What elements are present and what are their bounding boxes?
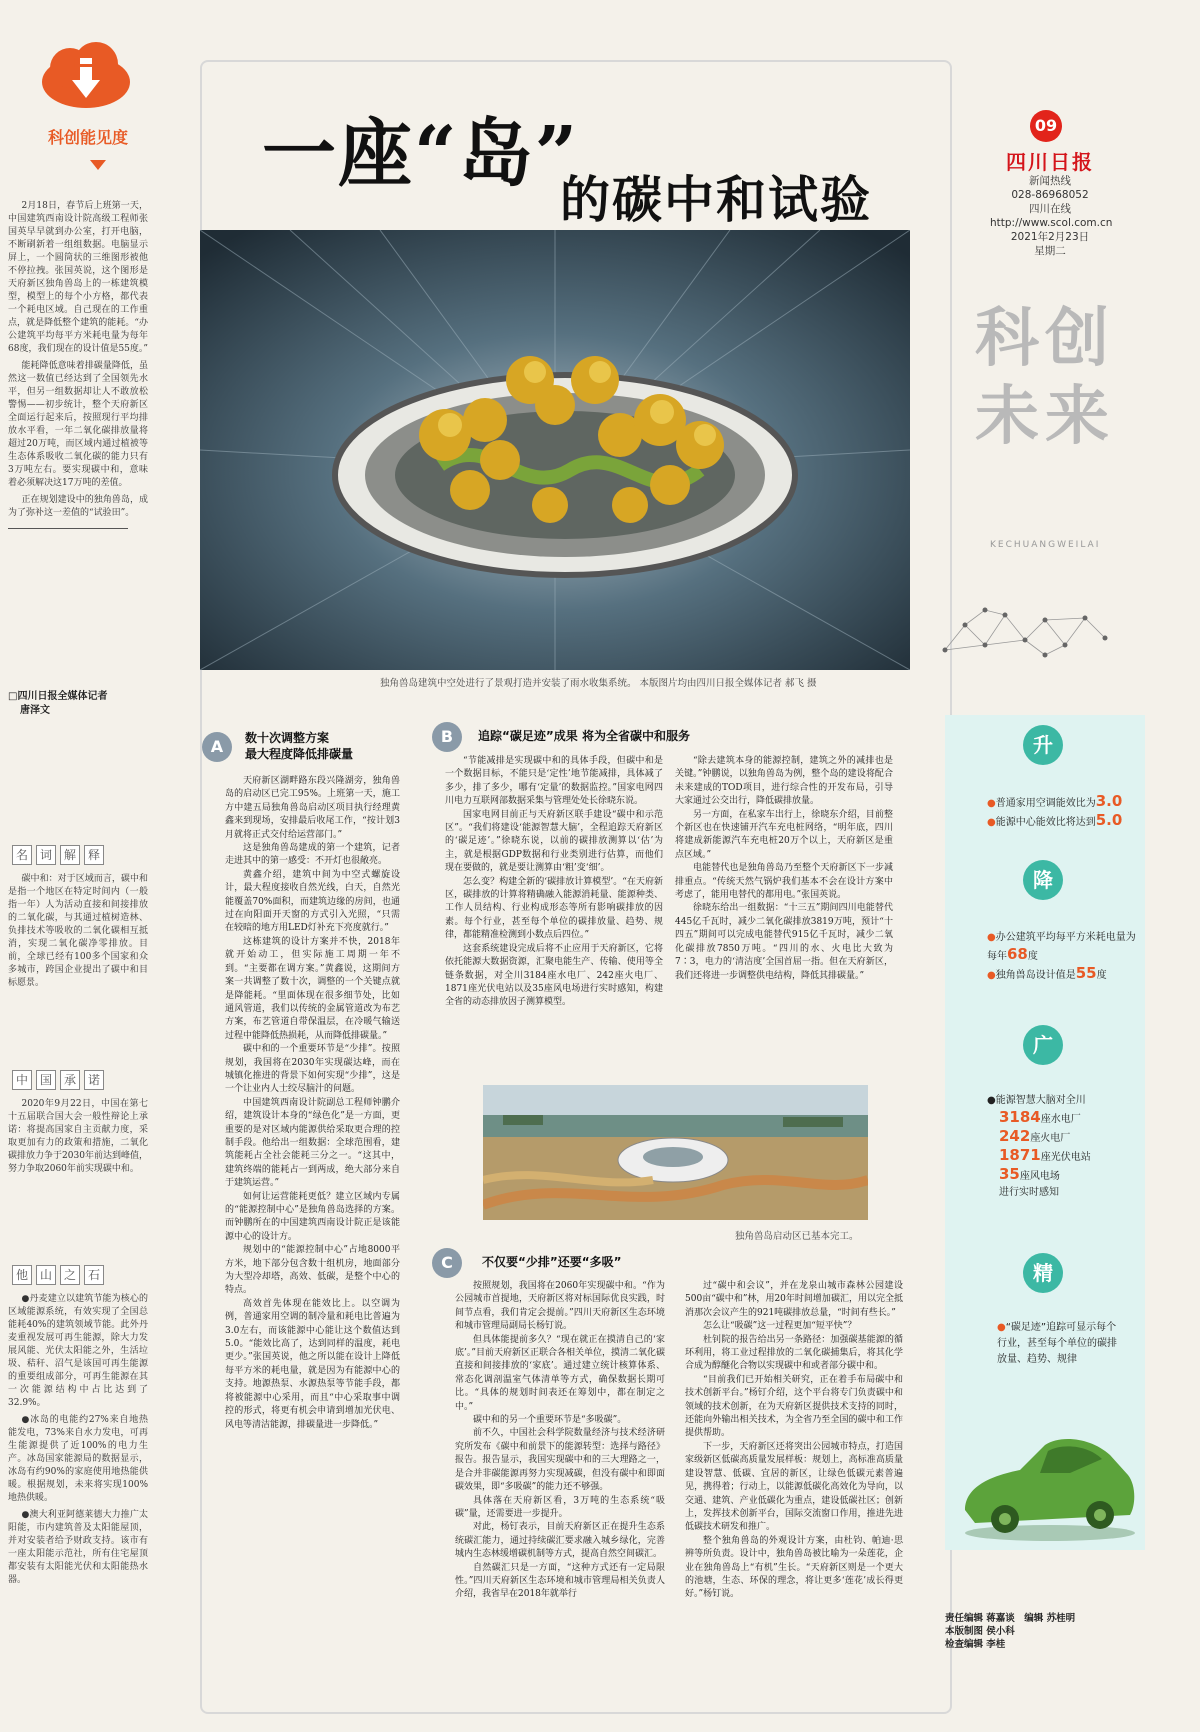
- stat-intro: ●能源智慧大脑对全川: [987, 1095, 1086, 1106]
- body-paragraph: “除去建筑本身的能源控制，建筑之外的减排也是关键。”钟鹏说，以独角兽岛为例，整个岛的建设将配合未来建成的TOD项目，进行综合性的开发布局，引导大家通过公交出行，降低碳排放量。: [675, 756, 893, 807]
- section-b-col1: [445, 755, 663, 1075]
- stat-unit: 座光伏电站: [1040, 1152, 1091, 1163]
- masthead: [990, 150, 1113, 258]
- stat-item: ●独角兽岛设计值是55度: [987, 964, 1107, 982]
- other-stones-item: ●冰岛的电能约27%来自地热能发电，73%来自水力发电，可再生能源提供了近100%的电力生产。冰岛国家能源局的数据显示，冰岛有约90%的家庭使用地热能供暖。根据规划，未来将实现100%地热供暖。: [8, 1415, 148, 1503]
- glossary-text: 碳中和：对于区域而言，碳中和是指一个地区在特定时间内（一般指一年）人为活动直接和间接排放的二氧化碳，与其通过植树造林、负排技术等吸收的二氧化碳相互抵消，实现二氧化碳净零排放。目前，全球已经有100多个国家和众多城市，跨国企业提出了碳中和目标愿景。: [8, 874, 148, 988]
- stat-unit: 度: [1096, 970, 1107, 981]
- stat-unit: 座火电厂: [1030, 1133, 1071, 1144]
- other-stones-box: [8, 1255, 148, 1591]
- stat-label: 普通家用空调能效比为: [995, 798, 1096, 809]
- stat-value: 3184: [999, 1108, 1041, 1126]
- stat-unit: 度: [1027, 951, 1038, 962]
- body-paragraph: 怎么变？构建全新的‘碳排放计算模型’。“在天府新区，碳排放的计算将精确融入能源消耗量、能源种类、工作人员结构、行业构成形态等所有影响碳排放的因素。每个行业，甚至每个单位的碳排放量、趋势、规律，都能精准检测到小数点后四位。”: [445, 876, 663, 941]
- fall-badge: 降: [1023, 860, 1063, 900]
- editor-credits: [945, 1612, 1075, 1651]
- section-a-title: [245, 730, 353, 762]
- hotline-number: 028-86968052: [1011, 189, 1089, 201]
- other-stones-item: ●丹麦建立以建筑节能为核心的区域能源系统，有效实现了全国总能耗40%的建筑领域节能。此外丹麦重视发展可再生能源，除大力发展风能、光伏太阳能之外，生活垃圾、秸秆、沼气是该国可再生能源的重要组成部分，可再生能源在其一次能源结构中占比达到了32.9%。: [8, 1294, 148, 1408]
- credit-line: 本版制图 侯小科: [945, 1626, 1015, 1637]
- photo-caption: 独角兽岛建筑中空处进行了景观打造并安装了雨水收集系统。 本版图片均由四川日报全媒体记者 郝飞 摄: [380, 678, 817, 689]
- body-paragraph: 怎么让“吸碳”这一过程更加“短平快”？: [703, 1321, 857, 1332]
- online-label: 四川在线: [1029, 203, 1071, 215]
- heading-char: 诺: [84, 1070, 104, 1090]
- site-photo-caption: 独角兽岛启动区已基本完工。: [735, 1231, 859, 1242]
- body-paragraph: 具体落在天府新区看，3万吨的生态系统“吸碳”量，还需要进一步提升。: [455, 1495, 665, 1519]
- section-b-col2: [675, 755, 893, 1075]
- heading-char: 名: [12, 845, 32, 865]
- stats-sidebar: [945, 715, 1145, 1550]
- body-paragraph: 这栋建筑的设计方案并不快，2018年就开始动工，但实际施工周期一年不到。“主要都在调方案。”黄鑫说，这期间方案一共调整了数十次，调整的一个关键点就是降能耗。“里面体现在很多细节处，比如通风管道，我们以传统的金属管道改为布艺方案，布艺管道自带保温层，在冷暖气输送过程中能降低热损耗，从而降低排碳量。”: [225, 936, 400, 1041]
- heading-char: 之: [60, 1265, 80, 1285]
- reporter-label: □四川日报全媒体记者: [8, 691, 108, 702]
- stat-item: ●普通家用空调能效比为3.0: [987, 792, 1123, 810]
- other-stones-item: ●澳大利亚阿德莱德大力推广太阳能，市内建筑普及太阳能屋顶，并对安装者给予财政支持。该市有一座太阳能示范社，所有住宅屋顶都安装有太阳能光伏和太阳能热水器。: [8, 1510, 148, 1585]
- precise-text: ●“碳足迹”追踪可显示每个行业，甚至每个单位的碳排放量、趋势、规律: [997, 1322, 1117, 1365]
- network-graph-icon: [940, 600, 1110, 665]
- paper-name: 四川日报: [1006, 150, 1094, 174]
- body-paragraph: 这是独角兽岛建成的第一个建筑，记者走进其中的第一感受：不开灯也很敞亮。: [225, 843, 400, 867]
- issue-weekday: 星期二: [1034, 245, 1066, 257]
- glossary-heading: [12, 845, 148, 865]
- section-b-badge: B: [432, 722, 462, 752]
- column-title-cn: 科创未来: [975, 302, 1115, 454]
- body-paragraph: 但具体能提前多久？“现在就正在摸清自己的‘家底’。”目前天府新区正联合各相关单位，摸清二氧化碳直接和间接排放的‘家底’。通过建立统计核算体系、常态化调剖温室气体清单等方式，确保数据长期可比。“具体的规划时间表还在筹划中，都在制定之中。”: [455, 1334, 665, 1412]
- reporter-name: 唐泽文: [20, 705, 50, 716]
- headline-part1: 一座“岛”: [262, 111, 580, 197]
- cloud-download-icon: [40, 40, 132, 110]
- stat-item: [987, 1109, 1137, 1128]
- body-paragraph: 中国建筑西南设计院副总工程师钟鹏介绍，建筑设计本身的“绿色化”是一方面，更重要的是对区域内能源供给采取更合理的控制手段。他给出一组数据：全球范围看，建筑能耗占全社会能耗三分之一。“这其中，建筑终端的能耗占一到两成，绝大部分来自于建筑运营。”: [225, 1097, 400, 1189]
- lead-paragraph: 能耗降低意味着排碳量降低，虽然这一数值已经达到了全国领先水平，但另一组数据却让人不敢放松警惕——初步统计，整个天府新区全面运行起来后，按照现行平均排放水平看，一年二氧化碳排放量将超过20万吨，而区域内通过植被等生态体系吸收二氧化碳的能力只有3万吨左右。要实现碳中和，意味着必须解决这17万吨的差值。: [8, 361, 148, 488]
- green-car-icon: [950, 1415, 1140, 1545]
- reporter-byline: [8, 690, 107, 718]
- section-a-badge: A: [202, 732, 232, 762]
- hotline-label: 新闻热线: [1029, 175, 1071, 187]
- promise-text: 2020年9月22日，中国在第七十五届联合国大会一般性辩论上承诺：将提高国家自主贡献力度，采取更加有力的政策和措施，二氧化碳排放力争于2030年前达到峰值，努力争取2060年前实现碳中和。: [8, 1099, 148, 1174]
- stat-item: ●能源中心能效比将达到5.0: [987, 811, 1123, 829]
- stat-value: 68: [1007, 945, 1028, 963]
- body-paragraph: 整个独角兽岛的外观设计方案，由杜钧、帕迪·思辨等所负责。设计中，独角兽岛被比喻为一朵莲花，企业在独角兽岛上“有机”生长。“天府新区则是一个更大的池塘，生态、环保的理念，将让更多‘莲花’成长得更好。”杨钉说。: [685, 1535, 903, 1600]
- stat-label: 能源中心能效比将达到: [995, 817, 1096, 828]
- stat-item: [987, 1166, 1137, 1185]
- heading-char: 词: [36, 845, 56, 865]
- promise-heading: [12, 1070, 148, 1090]
- heading-char: 石: [84, 1265, 104, 1285]
- section-b-title: 追踪“碳足迹”成果 将为全省碳中和服务: [478, 729, 690, 743]
- stat-unit: 座风电场: [1019, 1171, 1060, 1182]
- body-paragraph: 黄鑫介绍，建筑中间为中空式螺旋设计，最大程度接收自然光线，白天，自然光能覆盖70%面积，而建筑边缘的房间，也通过在向阳面开天窗的方式引入光照，“只需在较暗的地方用LED灯补充下亮度就行。”: [225, 869, 400, 934]
- stat-value: 1871: [999, 1146, 1041, 1164]
- stat-value: 3.0: [1095, 792, 1123, 810]
- wide-group: [987, 1093, 1137, 1201]
- body-paragraph: 杜钊院的报告给出另一条路径：加强碳基能源的循环利用，将工业过程排放的二氧化碳捕集后，将其化学合成为醇醚化合物以实现碳中和或者部分碳中和。: [685, 1334, 903, 1372]
- body-paragraph: 另一方面，在私家车出行上，徐晓东介绍，目前整个新区也在快速铺开汽车充电桩网络，“明年底，四川将建成新能源汽车充电桩20万个以上，天府新区是重点区域。”: [675, 809, 893, 860]
- website-link[interactable]: http://www.scol.com.cn: [990, 217, 1113, 229]
- body-paragraph: 自然碳汇只是一方面，“这种方式还有一定局限性。”四川天府新区生态环境和城市管理局相关负责人介绍，我省早在2018年就举行: [455, 1562, 665, 1600]
- headline-part2: 的碳中和试验: [560, 171, 872, 229]
- glossary-box: [8, 835, 148, 994]
- stat-value: 5.0: [1095, 811, 1123, 829]
- lead-column: [8, 200, 148, 533]
- body-paragraph: “目前我们已开始相关研究，正在着手布局碳中和技术创新平台。”杨钉介绍，这个平台将专门负责碳中和领域的技术创新，在为天府新区提供技术支持的同时，还能向外输出相关技术，为全省乃至全国的碳中和工作提供帮助。: [685, 1374, 903, 1439]
- section-a-body: [225, 775, 400, 1695]
- body-paragraph: 国家电网目前正与天府新区联手建设“碳中和示范区”。“我们将建设‘能源智慧大脑’，全程追踪天府新区的‘碳足迹’。”徐晓东说，以前的碳排放测算以‘估’为主，就是根据GDP数据和行业类别进行估算，而他们现在要做的，就是要让测算由‘粗’变‘细’。: [445, 809, 663, 874]
- body-paragraph: 电能替代也是独角兽岛乃至整个天府新区下一步减排重点。“传统天然气锅炉我们基本不会在设计方案中考虑了，能用电替代的都用电。”张国英说。: [675, 863, 893, 901]
- stat-label: 独角兽岛设计值是: [995, 970, 1076, 981]
- section-c-col2: [685, 1280, 903, 1695]
- body-paragraph: 徐晓东给出一组数据：“十三五”期间四川电能替代445亿千瓦时，减少二氧化碳排放3819万吨，预计“十四五”期间可以完成电能替代915亿千瓦时，减少二氧化碳排放7850万吨。“四川的水、火电比大致为7∶3，电力的‘清洁度’全国首屈一指。但在天府新区，我们还将进一步调整供电结构，降低其排碳量。”: [675, 903, 893, 981]
- divider: [8, 528, 128, 529]
- stat-label: 办公建筑平均每平方米耗电量为每年: [987, 932, 1136, 962]
- lead-paragraph: 2月18日，春节后上班第一天，中国建筑西南设计院高级工程师张国英早早就到办公室，打开电脑，不断刷新着一组组数据。电脑显示屏上，一个圆筒状的三维图形被他不停拉拽。张国英说，这个图形是天府新区独角兽岛上的一栋建筑模型，模型上的每个小方格，都代表一个耗电区域。自己现在的工作重点，就是降低整个建筑的能耗。“办公建筑平均每平方米耗电量为每年68度，我们现在的设计值是55度。”: [8, 201, 149, 354]
- body-paragraph: 碳中和的一个重要环节是“少排”。按照规划，我国将在2030年实现碳达峰，而在城镇化推进的背景下如何实现“少排”，这是一个让业内人士绞尽脑汁的问题。: [225, 1044, 400, 1095]
- section-a-title-line2: 最大程度降低排碳量: [245, 747, 354, 761]
- issue-date: 2021年2月23日: [1010, 231, 1090, 243]
- precise-badge: 精: [1023, 1253, 1063, 1293]
- heading-char: 国: [36, 1070, 56, 1090]
- body-paragraph: 前不久，中国社会科学院数量经济与技术经济研究所发布《碳中和前景下的能源转型：选择与路径》报告。报告显示，我国实现碳中和的三大理路之一，是合并非碳能源再努力实现减碳，但没有碳中和即面碳效果，即“多吸碳”的能力还不够强。: [455, 1428, 665, 1493]
- promise-box: [8, 1060, 148, 1180]
- heading-char: 他: [12, 1265, 32, 1285]
- section-c-badge: C: [432, 1248, 462, 1278]
- lead-paragraph: 正在规划建设中的独角兽岛，成为了弥补这一差值的“试验田”。: [8, 495, 148, 518]
- page-number-badge: 09: [1030, 110, 1062, 142]
- body-paragraph: 高效首先体现在能效比上。以空调为例，普通家用空调的制冷量和耗电比普遍为3.0左右，而该能源中心能让这个数值达到5.0。“能效比高了，达到同样的温度，耗电更少。”张国英说，他之所以能在设计上降低每平方米的耗电量，就是因为有能源中心的支持。地源热泵、水源热泵等节能手段，都将被能源中心采用，而且“中心采取事中调控的形式，将更有机会申请到增加光伏电、风电等清洁能源，排碳量进一步降低。”: [225, 1298, 400, 1430]
- stat-item: [987, 1147, 1137, 1166]
- column-title-en: KECHUANGWEILAI: [990, 540, 1101, 550]
- body-paragraph: 下一步，天府新区还将突出公园城市特点，打造国家级新区低碳高质量发展样板：规划上，高标准高质量建设智慧、低碳、宜居的新区，让绿色低碳元素普遍见，携得着；行动上，以能源低碳化高效化为导向，以交通、建筑、产业低碳化为重点，建设低碳社区；创新上，发挥技术创新平台，国际交流窗口作用，推进先进低碳技术研发和推广。: [685, 1441, 903, 1533]
- heading-char: 承: [60, 1070, 80, 1090]
- stat-unit: 座水电厂: [1040, 1114, 1081, 1125]
- triangle-marker-icon: [90, 160, 106, 170]
- other-stones-heading: [12, 1265, 148, 1285]
- heading-char: 释: [84, 845, 104, 865]
- rise-badge: 升: [1023, 725, 1063, 765]
- section-c-title: 不仅要“少排”还要“多吸”: [482, 1255, 622, 1269]
- site-photo: [483, 1085, 868, 1220]
- stat-item: [987, 1128, 1137, 1147]
- body-paragraph: 按照规划，我国将在2060年实现碳中和。“作为公园城市首提地，天府新区将对标国际优良实践，时间节点看，我们肯定会提前。”四川天府新区生态环境和城市管理局副局长杨钉说。: [455, 1281, 665, 1332]
- fall-group: [987, 930, 1137, 984]
- body-paragraph: 规划中的“能源控制中心”占地8000平方米，地下部分包含数十组机房，地面部分为大型冷却塔，高效、低碳，是整个中心的特点。: [225, 1245, 400, 1296]
- section-a-title-line1: 数十次调整方案: [245, 731, 330, 745]
- atrium-illustration: [200, 230, 910, 670]
- aerial-photo: [200, 230, 910, 670]
- body-paragraph: 这套系统建设完成后将不止应用于天府新区，它将依托能源大数据资源，汇聚电能生产、传输、使用等全链条数据，对全川3184座水电厂、242座火电厂、1871座光伏电站以及35座风电场进行实时感知，构建全省的动态排放因子测算模型。: [445, 943, 663, 1008]
- stat-value: 242: [999, 1127, 1031, 1145]
- heading-char: 解: [60, 845, 80, 865]
- rise-group: [987, 793, 1137, 831]
- heading-char: 山: [36, 1265, 56, 1285]
- stat-value: 35: [999, 1165, 1020, 1183]
- heading-char: 中: [12, 1070, 32, 1090]
- site-illustration: [483, 1085, 868, 1220]
- stat-item: ●办公建筑平均每平方米耗电量为每年68度: [987, 932, 1136, 963]
- credit-line: 检查编辑 李桂: [945, 1639, 1006, 1650]
- section-c-col1: [455, 1280, 665, 1695]
- credit-line: 责任编辑 蒋嘉谈 编辑 苏桂明: [945, 1613, 1076, 1624]
- wide-badge: 广: [1023, 1025, 1063, 1065]
- body-paragraph: 如何让运营能耗更低？建立区域内专属的“能源控制中心”是独角兽岛选择的方案。而钟鹏所在的中国建筑西南设计院正是该能源中心的设计方。: [225, 1191, 400, 1242]
- stat-outro: 进行实时感知: [999, 1187, 1059, 1198]
- body-paragraph: “节能减排是实现碳中和的具体手段，但碳中和是一个数据目标，不能只是‘定性’地节能减排，具体减了多少，排了多少，哪有‘定量’的数据监控。”国家电网四川电力互联网部数据采集与管理处处长徐晓东说。: [445, 756, 663, 807]
- body-paragraph: 天府新区湖畔路东段兴隆湖旁，独角兽岛的启动区已完工95%。上班第一天，施工方中建五局独角兽岛启动区项目执行经理黄鑫来到现场，安排最后收尾工作，“按计划3月就将正式交付给运营部门。”: [225, 776, 400, 840]
- column-logo-label: 科创能见度: [48, 128, 129, 147]
- body-paragraph: 碳中和的另一个重要环节是“多吸碳”。: [473, 1415, 627, 1426]
- stat-label: “碳足迹”追踪可显示每个行业，甚至每个单位的碳排放量、趋势、规律: [997, 1322, 1117, 1365]
- stat-value: 55: [1075, 964, 1097, 982]
- body-paragraph: 对此，杨钉表示，目前天府新区正在提升生态系统碳汇能力，通过持续碳汇要求融入城乡绿化，完善城内生态林缓增碳机制等方式，提高自然空间碳汇。: [455, 1522, 665, 1560]
- body-paragraph: 过“碳中和会议”，并在龙泉山城市森林公园建设500亩“碳中和”林，用20年时间增加碳汇，用以完全抵消那次会议产生的921吨碳排放总量，“时间有些长。”: [685, 1281, 903, 1318]
